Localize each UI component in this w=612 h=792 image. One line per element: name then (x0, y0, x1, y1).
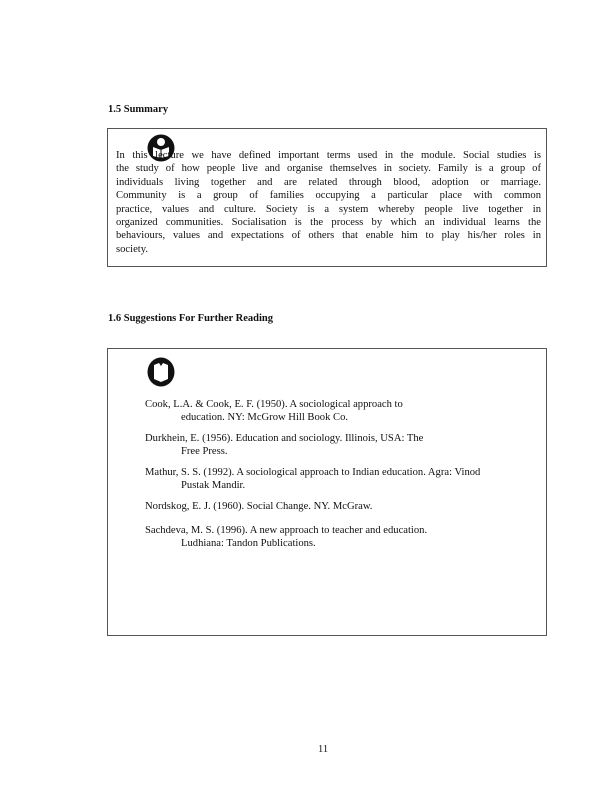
reference-text: Nordskog, E. J. (1960). Social Change. NY. McGraw. (145, 501, 373, 512)
summary-text-line: the study of how people live and organise themselves in society. Family is a group of (116, 163, 541, 175)
summary-text-line: organized communities. Socialisation is the process by which an individual learns the (116, 217, 541, 228)
reference-item (145, 432, 423, 458)
summary-text-line: individuals living together and are related through blood, adoption or marriage. (116, 176, 541, 188)
reference-continuation: Ludhiana: Tandon Publications. (181, 538, 316, 549)
reading-box (107, 348, 547, 636)
summary-text-line: behaviours, values and expectations of others that enable him to play his/her roles in (116, 230, 541, 242)
reference-text: Sachdeva, M. S. (1996). A new approach to teacher and education. (145, 525, 428, 536)
summary-text-line: Community is a group of families occupying a particular place with common (116, 190, 541, 202)
reference-continuation: Free Press. (181, 446, 228, 457)
reference-item (145, 524, 427, 550)
section-heading-summary: 1.5 Summary (108, 104, 169, 115)
reference-item (145, 500, 372, 513)
section-heading-further-reading: 1.6 Suggestions For Further Reading (108, 313, 273, 324)
reference-continuation: Pustak Mandir. (181, 480, 246, 491)
summary-text-line: In this lecture we have defined important terms used in the module. Social studies is (116, 150, 541, 161)
reference-text: Cook, L.A. & Cook, E. F. (1950). A sociological approach to (145, 399, 403, 410)
reference-text: Durkhein, E. (1956). Education and sociology. Illinois, USA: The (145, 433, 424, 444)
summary-box (107, 128, 547, 267)
page-number: 11 (318, 744, 329, 755)
reference-text: Mathur, S. S. (1992). A sociological approach to Indian education. Agra: Vinod (145, 467, 481, 478)
reference-item (145, 466, 480, 492)
reference-item (145, 398, 403, 424)
summary-text-line: practice, values and culture. Society is a system whereby people live together in (116, 203, 541, 215)
book-icon (147, 357, 175, 387)
reference-continuation: education. NY: McGrow Hill Book Co. (181, 412, 349, 423)
summary-text-line: society. (116, 243, 148, 255)
